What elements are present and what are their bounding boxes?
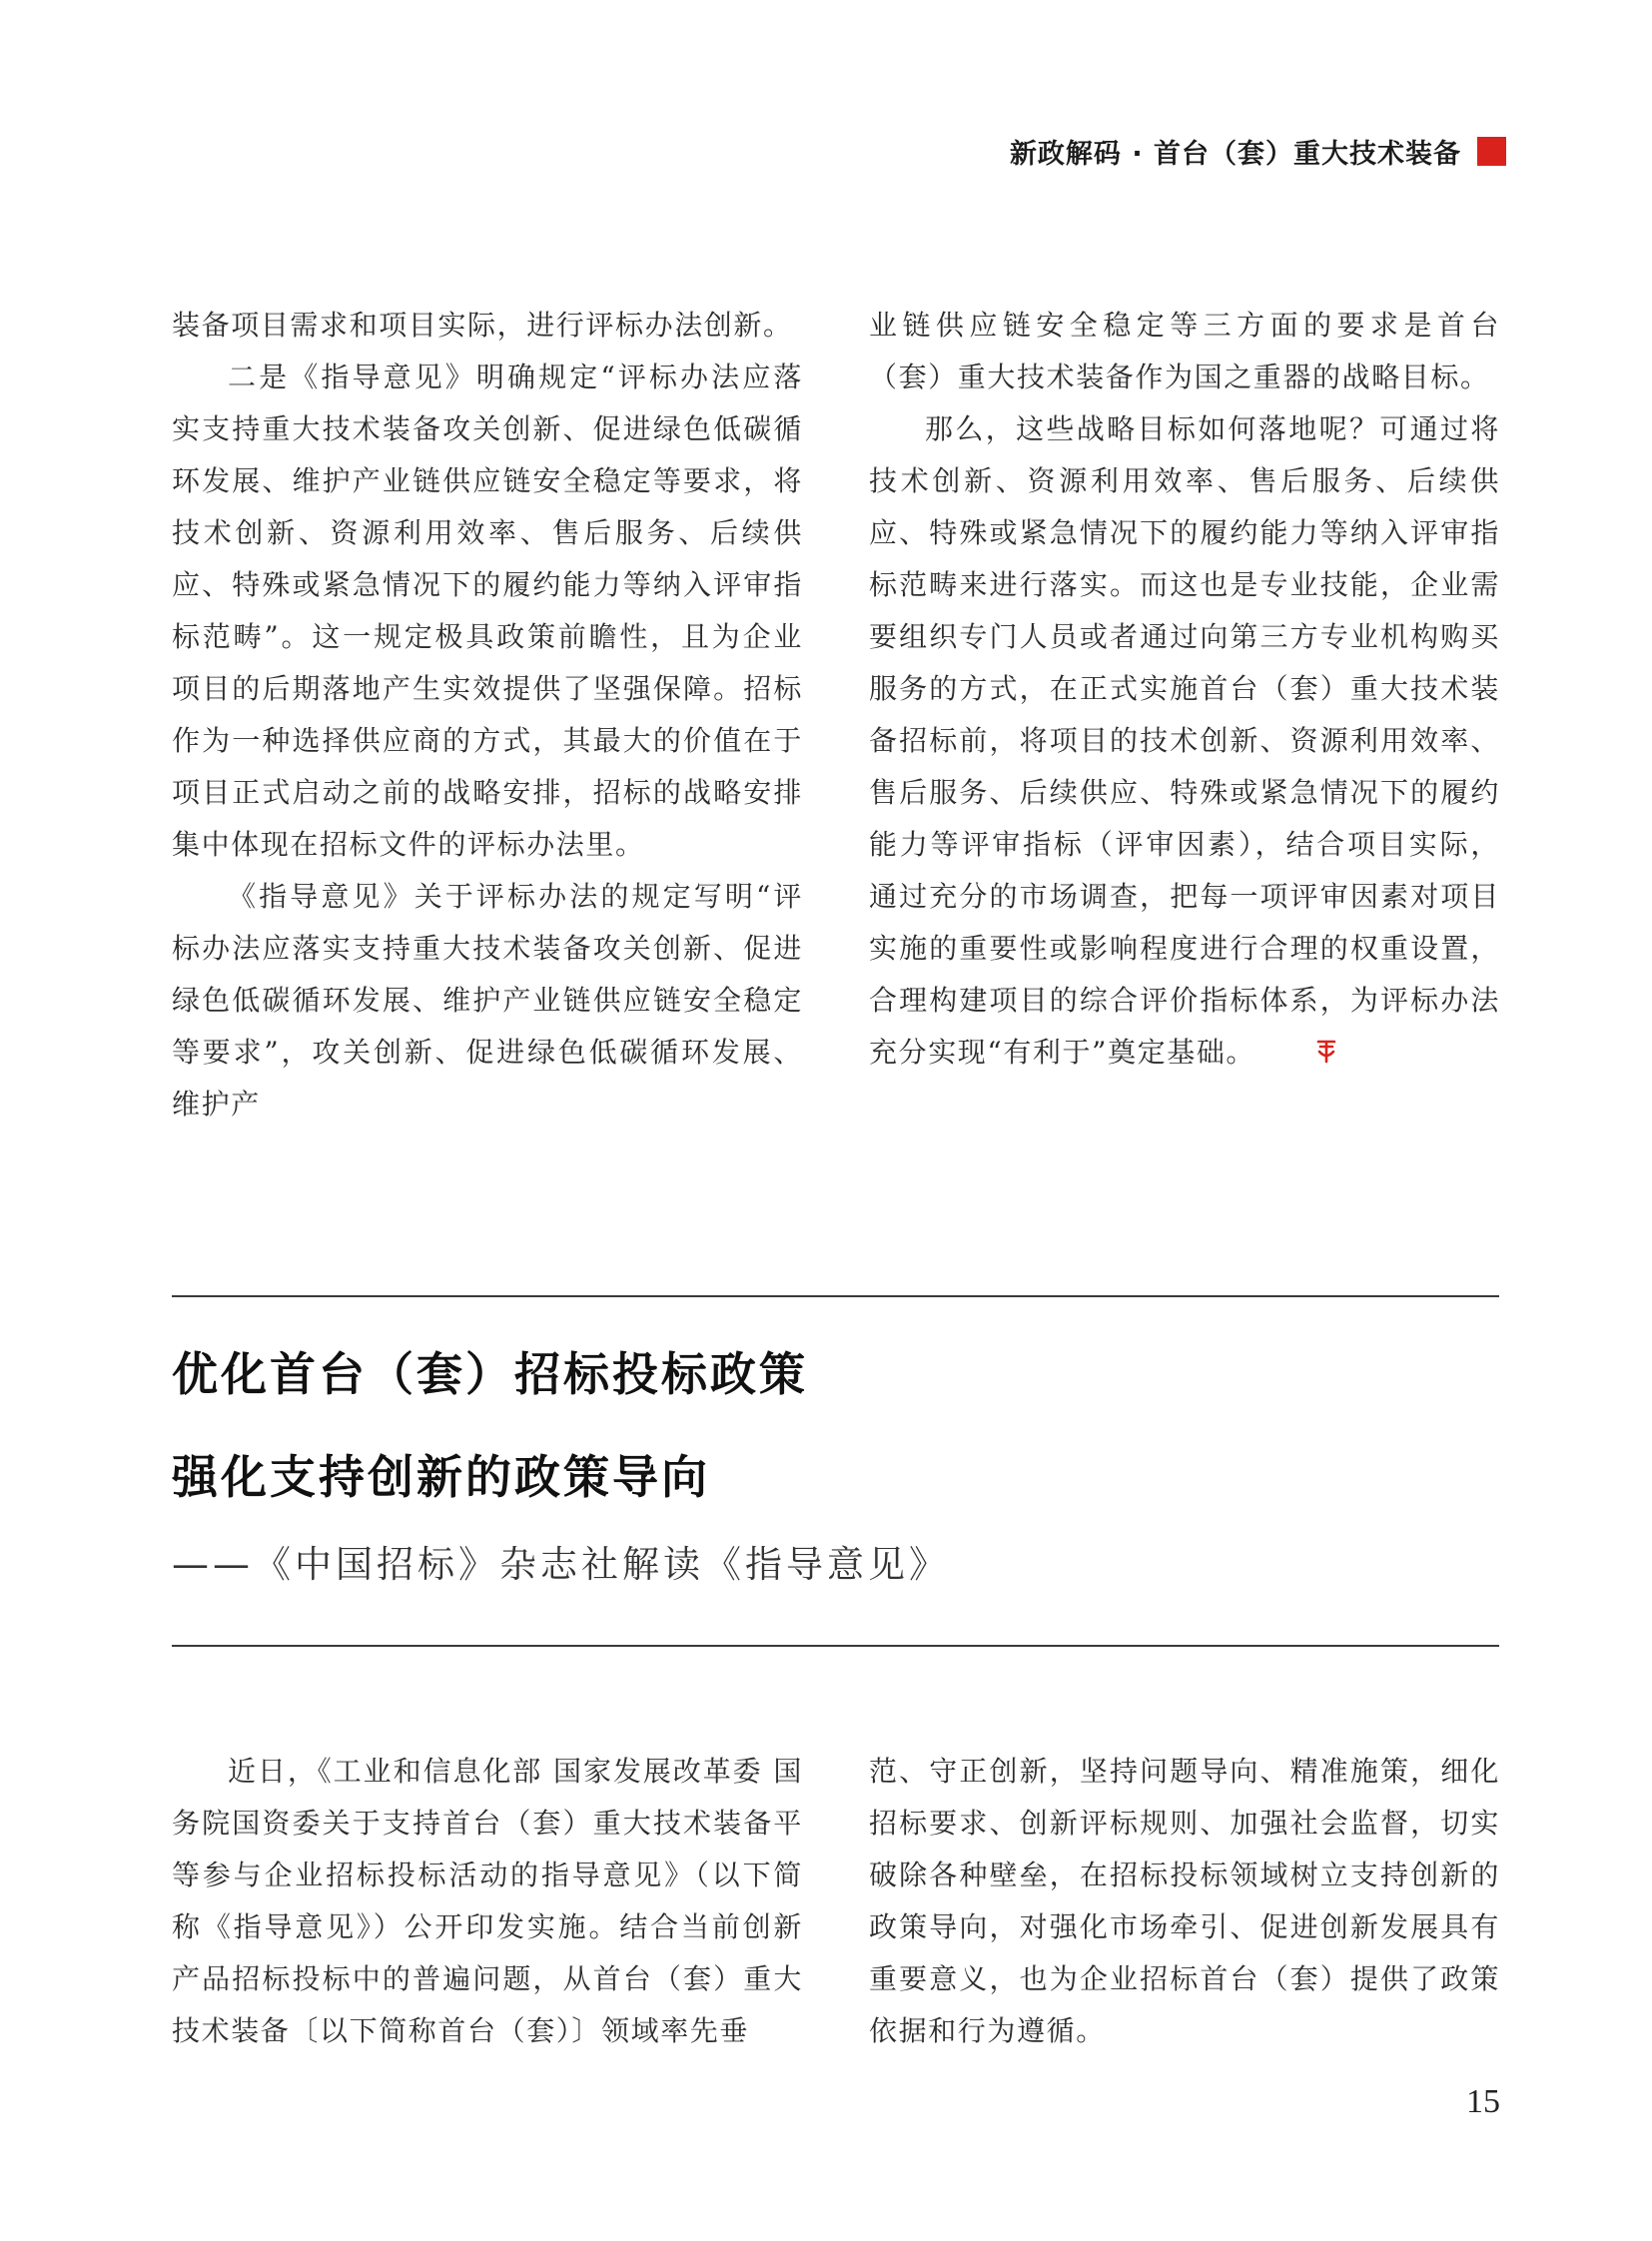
paragraph xyxy=(869,403,1500,1081)
paragraph: 近日，《工业和信息化部 国家发展改革委 国务院国资委关于支持首台（套）重大技术装备平等参与企业招标投标活动的指导意见》（以下简称《指导意见》）公开印发实施。结合当前创新产品招标投标中的普遍问题，从首台（套）重大技术装备〔以下简称首台（套）〕领域率先垂 xyxy=(172,1755,803,2047)
article-right-column xyxy=(869,1746,1500,2057)
bottom-divider xyxy=(172,1645,1499,1647)
top-right-column xyxy=(869,300,1500,1081)
paragraph: 业链供应链安全稳定等三方面的要求是首台（套）重大技术装备作为国之重器的战略目标。 xyxy=(869,309,1500,393)
page-number: 15 xyxy=(1466,2083,1500,2120)
paragraph: 《指导意见》关于评标办法的规定写明“评标办法应落实支持重大技术装备攻关创新、促进绿色低碳循环发展、维护产业链供应链安全稳定等要求”，攻关创新、促进绿色低碳循环发展、维护产 xyxy=(172,880,803,1120)
article-title-line-1: 优化首台（套）招标投标政策 xyxy=(172,1347,808,1401)
magazine-logo-icon xyxy=(1259,1029,1337,1081)
paragraph: 装备项目需求和项目实际，进行评标办法创新。 xyxy=(172,309,793,342)
top-divider xyxy=(172,1295,1499,1297)
paragraph-text: 那么，这些战略目标如何落地呢？可通过将技术创新、资源利用效率、售后服务、后续供应、特殊或紧急情况下的履约能力等纳入评审指标范畴来进行落实。而这也是专业技能，企业需要组织专门人员或者通过向第三方专业机构购买服务的方式，在正式实施首台（套）重大技术装备招标前，将项目的技术创新、资源利用效率、售后服务、后续供应、特殊或紧急情况下的履约能力等评审指标（评审因素），结合项目实际，通过充分的市场调查，把每一项评审因素对项目实施的重要性或影响程度进行合理的权重设置，合理构建项目的综合评价指标体系，为评标办法充分实现“有利于”奠定基础。 xyxy=(869,412,1500,1069)
running-head-title: 新政解码 · 首台（套）重大技术装备 xyxy=(1009,139,1461,170)
paragraph: 范、守正创新，坚持问题导向、精准施策，细化招标要求、创新评标规则、加强社会监督，切实破除各种壁垒，在招标投标领域树立支持创新的政策导向，对强化市场牵引、促进创新发展具有重要意义，也为企业招标首台（套）提供了政策依据和行为遵循。 xyxy=(869,1755,1500,2047)
paragraph: 二是《指导意见》明确规定“评标办法应落实支持重大技术装备攻关创新、促进绿色低碳循环发展、维护产业链供应链安全稳定等要求，将技术创新、资源利用效率、售后服务、后续供应、特殊或紧急情况下的履约能力等纳入评审指标范畴”。这一规定极具政策前瞻性，且为企业项目的后期落地产生实效提供了坚强保障。招标作为一种选择供应商的方式，其最大的价值在于项目正式启动之前的战略安排，招标的战略安排集中体现在招标文件的评标办法里。 xyxy=(172,361,803,861)
article-subtitle: ——《中国招标》杂志社解读《指导意见》 xyxy=(172,1543,950,1586)
article-left-column xyxy=(172,1746,803,2057)
red-square-marker xyxy=(1477,137,1506,166)
running-head xyxy=(1010,132,1506,171)
top-left-column xyxy=(172,300,803,1130)
article-title-line-2: 强化支持创新的政策导向 xyxy=(172,1450,710,1504)
